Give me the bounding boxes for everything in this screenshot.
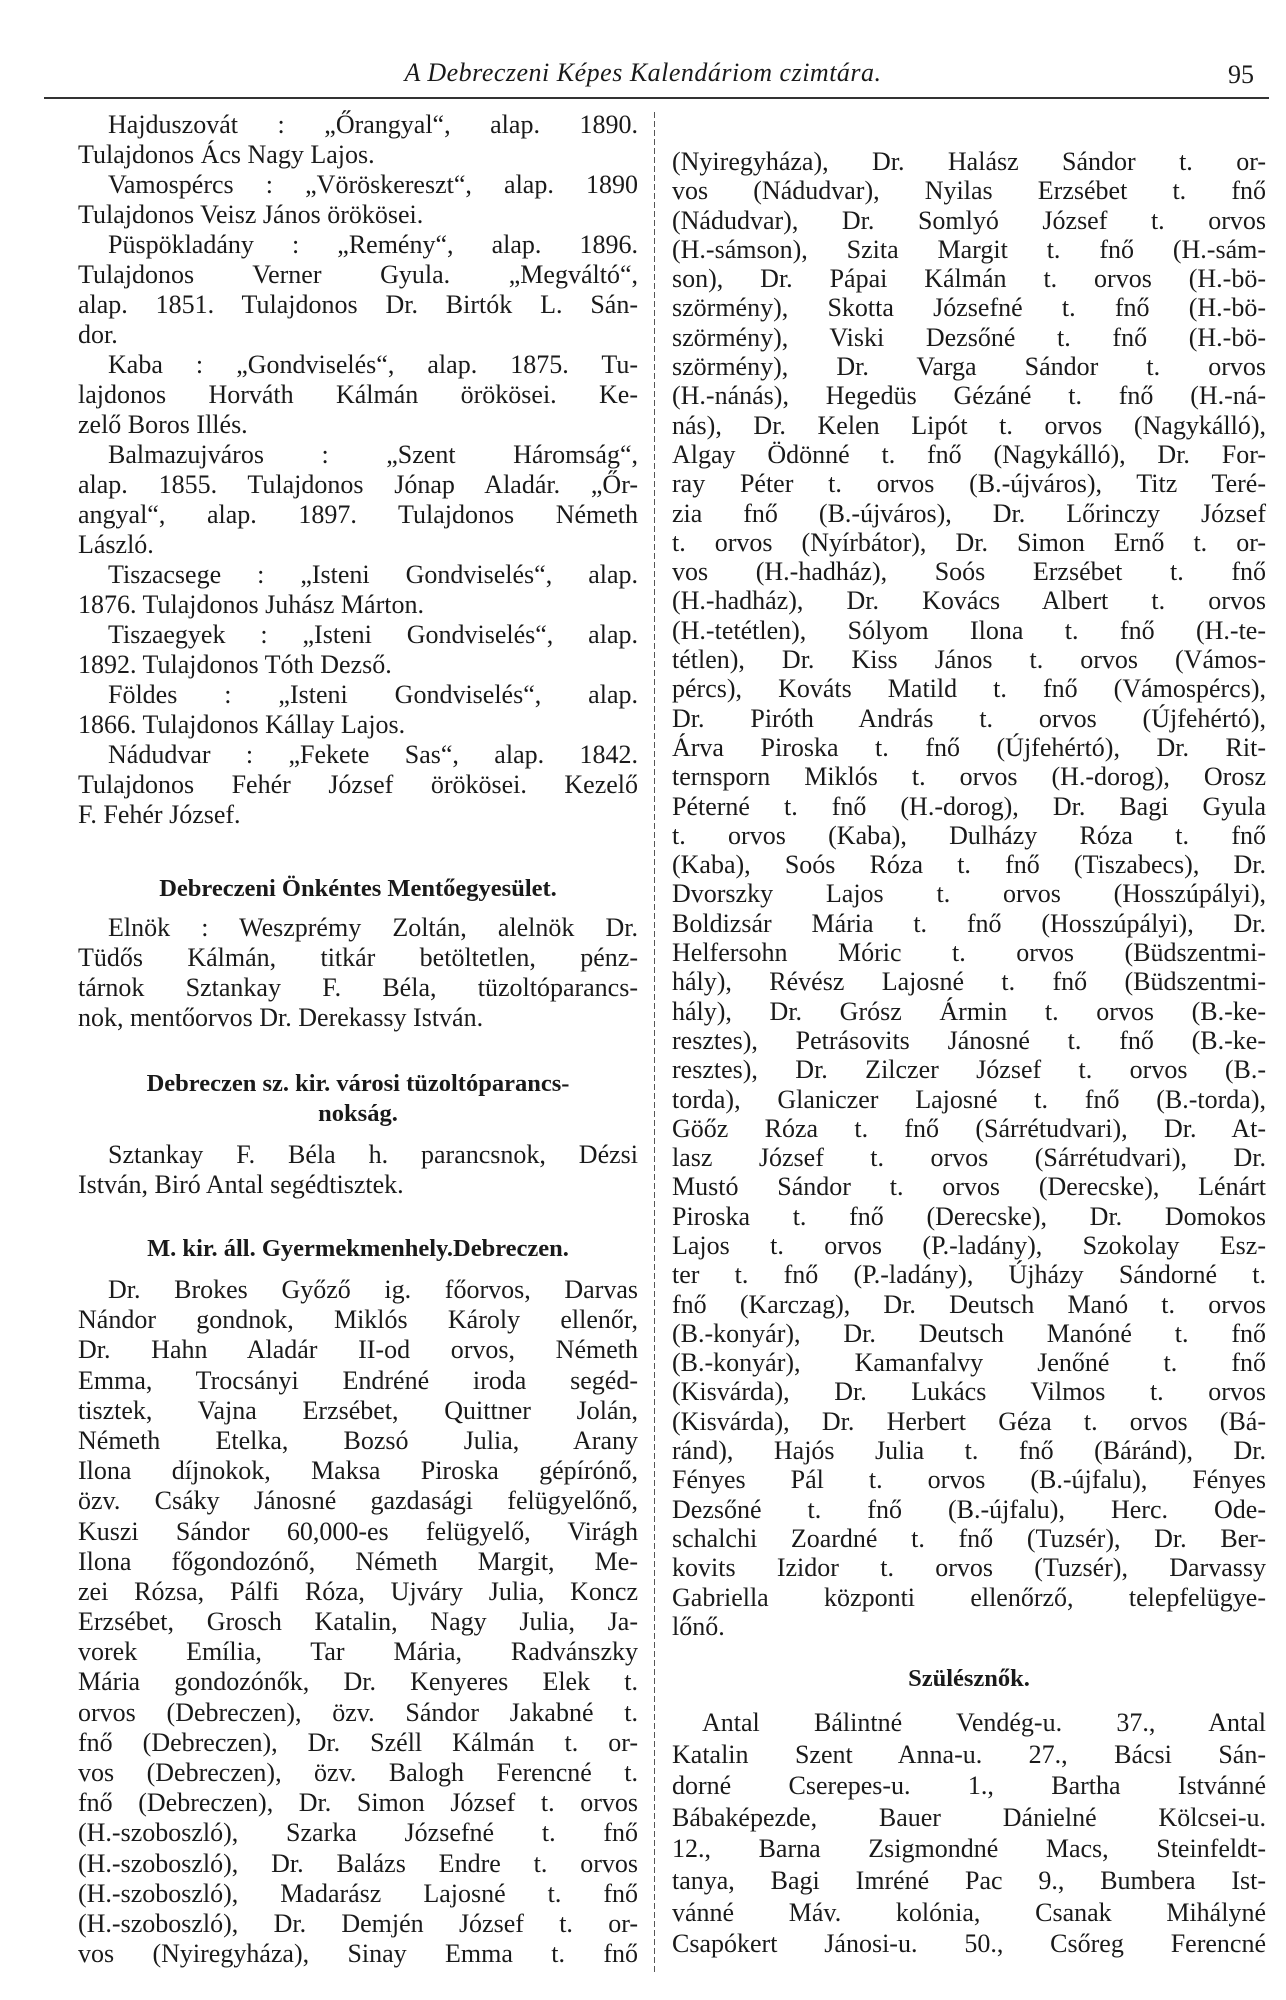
page-number: 95 <box>1228 60 1254 89</box>
text-line: ránd), Hajós Julia t. fnő (Báránd), Dr. <box>672 1436 1266 1466</box>
text-line: schalchi Zoardné t. fnő (Tuzsér), Dr. Ber- <box>672 1523 1266 1553</box>
text-line: 1892. Tulajdonos Tóth Dezső. <box>78 650 392 679</box>
text-line: Dezsőné t. fnő (B.-újfalu), Herc. Ode- <box>672 1494 1266 1524</box>
text-line: Nándor gondnok, Miklós Károly ellenőr, <box>78 1305 638 1335</box>
column-divider <box>654 112 655 1972</box>
running-title <box>0 58 1286 88</box>
text-line: Piroska t. fnő (Derecske), Dr. Domokos <box>672 1201 1266 1231</box>
text-line: Tulajdonos Ács Nagy Lajos. <box>78 140 375 169</box>
text-line: vorek Emília, Tar Mária, Radvánszky <box>78 1637 638 1667</box>
text-line: son), Dr. Pápai Kálmán t. orvos (H.-bö- <box>672 264 1266 294</box>
text-line: Bábaképezde, Bauer Dánielné Kölcsei-u. <box>672 1802 1266 1832</box>
heading-line: M. kir. áll. Gyermekmenhely.Debreczen. <box>147 1235 569 1262</box>
text-line: ter t. fnő (P.-ladány), Újházy Sándorné t. <box>672 1260 1266 1290</box>
text-line: Emma, Trocsányi Endréné iroda segéd- <box>78 1365 638 1395</box>
text-line: Lajos t. orvos (P.-ladány), Szokolay Esz- <box>672 1230 1266 1260</box>
text-line: Péterné t. fnő (H.-dorog), Dr. Bagi Gyula <box>672 791 1266 821</box>
text-line: (Kisvárda), Dr. Herbert Géza t. orvos (Bá- <box>672 1406 1266 1436</box>
text-line: resztes), Petrásovits Jánosné t. fnő (B.-ke- <box>672 1025 1266 1055</box>
text-line: Fényes Pál t. orvos (B.-újfalu), Fényes <box>672 1465 1266 1495</box>
text-line: Boldizsár Mária t. fnő (Hosszúpályi), Dr. <box>672 908 1266 938</box>
text-line: hály), Révész Lajosné t. fnő (Büdszentmi- <box>672 967 1266 997</box>
text-line: fnő (Karczag), Dr. Deutsch Manó t. orvos <box>672 1289 1266 1319</box>
text-line: tétlen), Dr. Kiss János t. orvos (Vámos- <box>672 645 1266 675</box>
text-line: Németh Etelka, Bozsó Julia, Arany <box>78 1425 638 1455</box>
paragraph <box>78 680 638 740</box>
text-line: tisztek, Vajna Erzsébet, Quittner Jolán, <box>78 1395 638 1425</box>
text-line: alap. 1855. Tulajdonos Jónap Aladár. „Őr- <box>78 470 638 499</box>
text-line: (Nádudvar), Dr. Somlyó József t. orvos <box>672 205 1266 235</box>
text-line: Dr. Hahn Aladár II-od orvos, Németh <box>78 1335 638 1365</box>
text-line: (H.-hadház), Dr. Kovács Albert t. orvos <box>672 586 1266 616</box>
paragraph <box>78 110 638 170</box>
paragraph <box>78 350 638 440</box>
text-line: F. Fehér József. <box>78 800 241 829</box>
running-title-text: A Debreczeni Képes Kalendáriom czimtára. <box>404 58 882 87</box>
paragraph <box>78 1140 638 1200</box>
text-line: (H.-szoboszló), Szarka Józsefné t. fnő <box>78 1818 638 1848</box>
text-line: Dr. Piróth András t. orvos (Újfehértó), <box>672 703 1266 733</box>
text-line: ternsporn Miklós t. orvos (H.-dorog), Orosz <box>672 762 1266 792</box>
text-line: (B.-konyár), Kamanfalvy Jenőné t. fnő <box>672 1348 1266 1378</box>
text-line: Algay Ödönné t. fnő (Nagykálló), Dr. For- <box>672 439 1266 469</box>
text-line: Gabriella központi ellenőrző, telepfelügye- <box>672 1582 1266 1612</box>
text-line: Göőz Róza t. fnő (Sárrétudvari), Dr. At- <box>672 1113 1266 1143</box>
text-line: Hajduszovát : „Őrangyal“, alap. 1890. <box>108 110 638 139</box>
text-line: vos (Nyiregyháza), Sinay Emma t. fnő <box>78 1939 638 1969</box>
text-line: Helfersohn Móric t. orvos (Büdszentmi- <box>672 938 1266 968</box>
text-line: Vamospércs : „Vöröskereszt“, alap. 1890 <box>108 170 638 199</box>
text-line: 1866. Tulajdonos Kállay Lajos. <box>78 710 406 739</box>
paragraph <box>78 440 638 560</box>
text-line: Nádudvar : „Fekete Sas“, alap. 1842. <box>108 740 638 769</box>
text-line: Ilona főgondozónő, Németh Margit, Me- <box>78 1546 638 1576</box>
heading-line: Szülésznők. <box>908 1665 1030 1692</box>
text-line: Tiszacsege : „Isteni Gondviselés“, alap. <box>108 560 638 589</box>
text-line: tárnok Sztankay F. Béla, tüzoltóparancs- <box>78 973 638 1002</box>
text-line: dor. <box>78 320 118 349</box>
text-line: Dvorszky Lajos t. orvos (Hosszúpályi), <box>672 879 1266 909</box>
paragraph <box>78 913 638 1033</box>
text-line: Tulajdonos Veisz János örökösei. <box>78 200 424 229</box>
text-line: ray Péter t. orvos (B.-újváros), Titz Teré- <box>672 469 1266 499</box>
text-line: Mária gondozónők, Dr. Kenyeres Elek t. <box>78 1667 638 1697</box>
text-line: (Kisvárda), Dr. Lukács Vilmos t. orvos <box>672 1377 1266 1407</box>
text-line: vánné Máv. kolónia, Csanak Mihályné <box>672 1897 1266 1927</box>
text-line: Ilona díjnokok, Maksa Piroska gépírónő, <box>78 1456 638 1486</box>
text-line: (H.-tetétlen), Sólyom Ilona t. fnő (H.-te- <box>672 615 1266 645</box>
text-line: István, Biró Antal segédtisztek. <box>78 1170 404 1199</box>
text-line: özv. Csáky Jánosné gazdasági felügyelőnő, <box>78 1486 638 1516</box>
text-line: 12., Barna Zsigmondné Macs, Steinfeldt- <box>672 1834 1266 1864</box>
heading-line: nokság. <box>318 1100 398 1127</box>
text-line: lőnő. <box>672 1611 725 1641</box>
paragraph <box>78 170 638 230</box>
text-line: hály), Dr. Grósz Ármin t. orvos (B.-ke- <box>672 996 1266 1026</box>
text-line: nok, mentőorvos Dr. Derekassy István. <box>78 1003 484 1032</box>
text-line: lajdonos Horváth Kálmán örökösei. Ke- <box>78 380 638 409</box>
paragraph <box>78 230 638 350</box>
text-line: pércs), Kováts Matild t. fnő (Vámospércs), <box>672 674 1266 704</box>
text-line: Sztankay F. Béla h. parancsnok, Dézsi <box>108 1140 638 1169</box>
text-line: szörmény), Skotta Józsefné t. fnő (H.-bö- <box>672 293 1266 323</box>
header-rule <box>44 97 1269 99</box>
text-line: dorné Cserepes-u. 1., Bartha Istvánné <box>672 1771 1266 1801</box>
text-line: zia fnő (B.-újváros), Dr. Lőrinczy József <box>672 498 1266 528</box>
section-heading <box>672 1664 1266 1694</box>
text-line: (H.-nánás), Hegedüs Gézáné t. fnő (H.-ná- <box>672 381 1266 411</box>
text-line: Kuszi Sándor 60,000-es felügyelő, Virágh <box>78 1516 638 1546</box>
text-line: (H.-szoboszló), Dr. Demjén József t. or- <box>78 1908 638 1938</box>
text-line: szörmény), Viski Dezsőné t. fnő (H.-bö- <box>672 322 1266 352</box>
text-line: vos (H.-hadház), Soós Erzsébet t. fnő <box>672 557 1266 587</box>
text-line: torda), Glaniczer Lajosné t. fnő (B.-torda), <box>672 1084 1266 1114</box>
text-line: (Nyiregyháza), Dr. Halász Sándor t. or- <box>672 147 1266 176</box>
text-line: t. orvos (Nyírbátor), Dr. Simon Ernő t. or- <box>672 527 1266 557</box>
text-line: Tüdős Kálmán, titkár betöltetlen, pénz- <box>78 943 638 972</box>
text-line: angyal“, alap. 1897. Tulajdonos Németh <box>78 500 638 529</box>
paragraph <box>78 620 638 680</box>
paragraph <box>78 740 638 830</box>
heading-line: Debreczen sz. kir. városi tüzoltóparancs- <box>146 1070 570 1097</box>
section-heading <box>78 1234 638 1264</box>
text-line: (Kaba), Soós Róza t. fnő (Tiszabecs), Dr. <box>672 850 1266 880</box>
text-line: Katalin Szent Anna-u. 27., Bácsi Sán- <box>672 1739 1266 1769</box>
text-line: zei Rózsa, Pálfi Róza, Ujváry Julia, Koncz <box>78 1576 638 1606</box>
text-line: Csapókert Jánosi-u. 50., Csőreg Ferencné <box>672 1929 1266 1959</box>
paragraph <box>672 1707 1266 1960</box>
text-line: Püspökladány : „Remény“, alap. 1896. <box>108 230 638 259</box>
text-line: Földes : „Isteni Gondviselés“, alap. <box>108 680 638 709</box>
text-line: Tiszaegyek : „Isteni Gondviselés“, alap. <box>108 620 638 649</box>
paragraph <box>672 147 1266 1641</box>
paragraph <box>78 1275 638 1969</box>
text-line: (H.-szoboszló), Madarász Lajosné t. fnő <box>78 1878 638 1908</box>
text-line: (H.-szoboszló), Dr. Balázs Endre t. orvos <box>78 1848 638 1878</box>
text-line: László. <box>78 530 154 559</box>
text-line: szörmény), Dr. Varga Sándor t. orvos <box>672 352 1266 382</box>
text-line: (H.-sámson), Szita Margit t. fnő (H.-sám- <box>672 234 1266 264</box>
text-line: lasz József t. orvos (Sárrétudvari), Dr. <box>672 1143 1266 1173</box>
section-heading <box>78 1069 638 1129</box>
text-line: Balmazujváros : „Szent Háromság“, <box>108 440 638 469</box>
text-line: Antal Bálintné Vendég-u. 37., Antal <box>702 1708 1266 1737</box>
text-line: fnő (Debreczen), Dr. Simon József t. orvos <box>78 1788 638 1818</box>
text-line: Mustó Sándor t. orvos (Derecske), Lénárt <box>672 1172 1266 1202</box>
text-line: vos (Debreczen), özv. Balogh Ferencné t. <box>78 1758 638 1787</box>
text-line: Árva Piroska t. fnő (Újfehértó), Dr. Rit- <box>672 732 1266 762</box>
text-line: (B.-konyár), Dr. Deutsch Manóné t. fnő <box>672 1318 1266 1348</box>
text-line: Elnök : Weszprémy Zoltán, alelnök Dr. <box>108 913 638 942</box>
text-line: Kaba : „Gondviselés“, alap. 1875. Tu- <box>108 350 638 379</box>
text-line: vos (Nádudvar), Nyilas Erzsébet t. fnő <box>672 176 1266 206</box>
text-line: nás), Dr. Kelen Lipót t. orvos (Nagykálló), <box>672 410 1266 440</box>
text-line: orvos (Debreczen), özv. Sándor Jakabné t. <box>78 1697 638 1727</box>
text-line: 1876. Tulajdonos Juhász Márton. <box>78 590 424 619</box>
paragraph <box>78 560 638 620</box>
text-line: Dr. Brokes Győző ig. főorvos, Darvas <box>108 1275 638 1304</box>
text-line: Erzsébet, Grosch Katalin, Nagy Julia, Ja- <box>78 1607 638 1637</box>
text-line: alap. 1851. Tulajdonos Dr. Birtók L. Sán- <box>78 290 638 319</box>
section-heading <box>78 874 638 904</box>
heading-line: Debreczeni Önkéntes Mentőegyesület. <box>159 875 557 902</box>
text-line: fnő (Debreczen), Dr. Széll Kálmán t. or- <box>78 1727 638 1757</box>
text-line: kovits Izidor t. orvos (Tuzsér), Darvassy <box>672 1553 1266 1583</box>
text-line: t. orvos (Kaba), Dulházy Róza t. fnő <box>672 820 1266 850</box>
text-line: zelő Boros Illés. <box>78 410 248 439</box>
text-line: Tulajdonos Fehér József örökösei. Kezelő <box>78 770 638 799</box>
text-line: resztes), Dr. Zilczer József t. orvos (B.- <box>672 1055 1266 1085</box>
text-line: tanya, Bagi Imréné Pac 9., Bumbera Ist- <box>672 1865 1266 1895</box>
text-line: Tulajdonos Verner Gyula. „Megváltó“, <box>78 260 638 289</box>
